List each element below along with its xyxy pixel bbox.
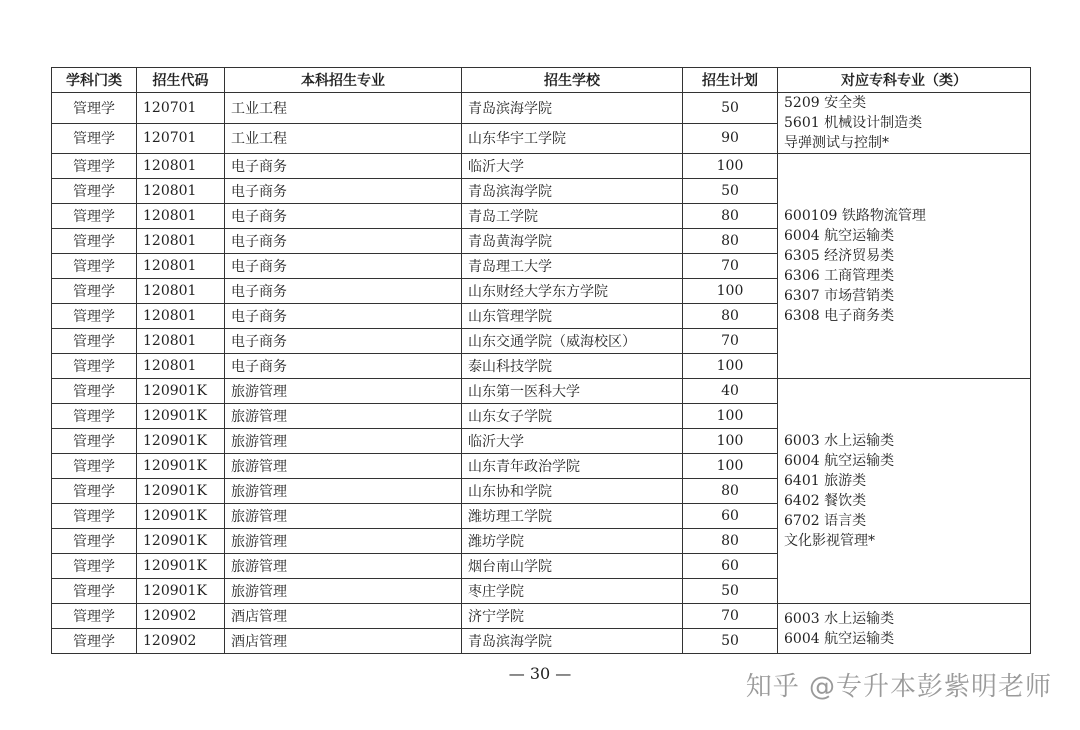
cell-code: 120901K <box>137 379 225 404</box>
cell-code: 120901K <box>137 404 225 429</box>
cell-category: 管理学 <box>52 579 137 604</box>
cell-category: 管理学 <box>52 93 137 124</box>
cell-code: 120901K <box>137 454 225 479</box>
admissions-table <box>51 67 1031 654</box>
cell-category: 管理学 <box>52 529 137 554</box>
equivalent-major-line: 导弹测试与控制* <box>784 135 889 151</box>
cell-plan: 100 <box>683 354 778 379</box>
cell-category: 管理学 <box>52 123 137 154</box>
cell-code: 120901K <box>137 429 225 454</box>
table-row <box>52 604 1031 629</box>
cell-plan: 100 <box>683 454 778 479</box>
cell-code: 120901K <box>137 579 225 604</box>
cell-plan: 50 <box>683 179 778 204</box>
cell-plan: 80 <box>683 204 778 229</box>
equivalent-major-line: 6003 水上运输类 <box>784 610 895 627</box>
cell-school: 青岛工学院 <box>462 204 683 229</box>
cell-category: 管理学 <box>52 279 137 304</box>
cell-school: 青岛滨海学院 <box>462 179 683 204</box>
equivalent-major-line: 5601 机械设计制造类 <box>784 115 923 131</box>
cell-code: 120801 <box>137 254 225 279</box>
header-major: 本科招生专业 <box>225 68 462 93</box>
table-row <box>52 379 1031 404</box>
cell-school: 山东财经大学东方学院 <box>462 279 683 304</box>
cell-major: 旅游管理 <box>225 404 462 429</box>
cell-category: 管理学 <box>52 204 137 229</box>
cell-plan: 50 <box>683 629 778 654</box>
cell-plan: 70 <box>683 329 778 354</box>
cell-major: 旅游管理 <box>225 579 462 604</box>
cell-code: 120901K <box>137 479 225 504</box>
equivalent-major-line: 600109 铁路物流管理 <box>784 208 926 224</box>
cell-plan: 100 <box>683 429 778 454</box>
header-equivalent: 对应专科专业（类） <box>778 68 1031 93</box>
cell-plan: 80 <box>683 479 778 504</box>
cell-major: 旅游管理 <box>225 554 462 579</box>
cell-major: 旅游管理 <box>225 379 462 404</box>
cell-code: 120801 <box>137 204 225 229</box>
cell-major: 工业工程 <box>225 93 462 124</box>
cell-category: 管理学 <box>52 404 137 429</box>
cell-major: 旅游管理 <box>225 454 462 479</box>
cell-equivalent-majors <box>778 154 1031 379</box>
cell-category: 管理学 <box>52 454 137 479</box>
cell-plan: 50 <box>683 93 778 124</box>
cell-school: 济宁学院 <box>462 604 683 629</box>
cell-code: 120901K <box>137 554 225 579</box>
cell-school: 山东交通学院（威海校区） <box>462 329 683 354</box>
table-row <box>52 154 1031 179</box>
cell-plan: 80 <box>683 229 778 254</box>
cell-major: 电子商务 <box>225 229 462 254</box>
cell-plan: 100 <box>683 404 778 429</box>
cell-category: 管理学 <box>52 229 137 254</box>
header-code: 招生代码 <box>137 68 225 93</box>
cell-code: 120801 <box>137 154 225 179</box>
cell-plan: 50 <box>683 579 778 604</box>
cell-major: 酒店管理 <box>225 629 462 654</box>
cell-major: 电子商务 <box>225 254 462 279</box>
cell-plan: 60 <box>683 504 778 529</box>
cell-major: 旅游管理 <box>225 504 462 529</box>
cell-equivalent-majors <box>778 604 1031 654</box>
cell-plan: 70 <box>683 604 778 629</box>
cell-school: 泰山科技学院 <box>462 354 683 379</box>
cell-code: 120901K <box>137 529 225 554</box>
page-number: — 30 — <box>508 664 572 683</box>
equivalent-major-line: 5209 安全类 <box>784 95 867 111</box>
cell-code: 120801 <box>137 329 225 354</box>
cell-category: 管理学 <box>52 329 137 354</box>
cell-plan: 70 <box>683 254 778 279</box>
cell-plan: 60 <box>683 554 778 579</box>
cell-code: 120801 <box>137 304 225 329</box>
cell-category: 管理学 <box>52 154 137 179</box>
cell-school: 潍坊学院 <box>462 529 683 554</box>
cell-code: 120902 <box>137 604 225 629</box>
cell-school: 山东第一医科大学 <box>462 379 683 404</box>
cell-school: 枣庄学院 <box>462 579 683 604</box>
cell-category: 管理学 <box>52 604 137 629</box>
table-row <box>52 93 1031 124</box>
cell-major: 电子商务 <box>225 354 462 379</box>
equivalent-major-line: 6306 工商管理类 <box>784 268 895 284</box>
cell-school: 临沂大学 <box>462 429 683 454</box>
cell-major: 电子商务 <box>225 204 462 229</box>
equivalent-major-line: 6401 旅游类 <box>784 473 867 489</box>
cell-major: 电子商务 <box>225 329 462 354</box>
cell-school: 青岛滨海学院 <box>462 629 683 654</box>
cell-school: 青岛黄海学院 <box>462 229 683 254</box>
cell-school: 青岛滨海学院 <box>462 93 683 124</box>
cell-major: 旅游管理 <box>225 529 462 554</box>
cell-major: 电子商务 <box>225 154 462 179</box>
cell-plan: 80 <box>683 304 778 329</box>
cell-major: 电子商务 <box>225 179 462 204</box>
watermark: 知乎 @专升本彭紫明老师 <box>745 672 1052 702</box>
equivalent-major-line: 6402 餐饮类 <box>784 493 867 509</box>
cell-plan: 100 <box>683 279 778 304</box>
cell-code: 120801 <box>137 229 225 254</box>
header-plan: 招生计划 <box>683 68 778 93</box>
cell-category: 管理学 <box>52 479 137 504</box>
cell-school: 青岛理工大学 <box>462 254 683 279</box>
equivalent-major-line: 6003 水上运输类 <box>784 433 895 449</box>
cell-code: 120901K <box>137 504 225 529</box>
cell-school: 烟台南山学院 <box>462 554 683 579</box>
cell-plan: 80 <box>683 529 778 554</box>
cell-school: 山东管理学院 <box>462 304 683 329</box>
cell-school: 山东女子学院 <box>462 404 683 429</box>
cell-school: 潍坊理工学院 <box>462 504 683 529</box>
cell-school: 山东华宇工学院 <box>462 123 683 154</box>
cell-plan: 90 <box>683 123 778 154</box>
equivalent-major-line: 6004 航空运输类 <box>784 630 895 647</box>
cell-major: 旅游管理 <box>225 479 462 504</box>
cell-category: 管理学 <box>52 554 137 579</box>
cell-school: 山东青年政治学院 <box>462 454 683 479</box>
equivalent-major-line: 6004 航空运输类 <box>784 453 895 469</box>
cell-plan: 100 <box>683 154 778 179</box>
header-school: 招生学校 <box>462 68 683 93</box>
header-category: 学科门类 <box>52 68 137 93</box>
cell-code: 120801 <box>137 354 225 379</box>
cell-category: 管理学 <box>52 429 137 454</box>
equivalent-major-line: 6004 航空运输类 <box>784 228 895 244</box>
cell-school: 山东协和学院 <box>462 479 683 504</box>
cell-major: 工业工程 <box>225 123 462 154</box>
cell-major: 电子商务 <box>225 304 462 329</box>
cell-category: 管理学 <box>52 629 137 654</box>
cell-code: 120701 <box>137 123 225 154</box>
cell-equivalent-majors <box>778 379 1031 604</box>
cell-category: 管理学 <box>52 379 137 404</box>
equivalent-major-line: 文化影视管理* <box>784 533 875 549</box>
equivalent-major-line: 6702 语言类 <box>784 513 867 529</box>
cell-major: 酒店管理 <box>225 604 462 629</box>
cell-school: 临沂大学 <box>462 154 683 179</box>
cell-category: 管理学 <box>52 304 137 329</box>
cell-plan: 40 <box>683 379 778 404</box>
cell-major: 旅游管理 <box>225 429 462 454</box>
cell-category: 管理学 <box>52 504 137 529</box>
cell-code: 120902 <box>137 629 225 654</box>
cell-category: 管理学 <box>52 354 137 379</box>
header-row <box>52 68 1031 93</box>
cell-major: 电子商务 <box>225 279 462 304</box>
cell-category: 管理学 <box>52 179 137 204</box>
cell-equivalent-majors <box>778 93 1031 154</box>
equivalent-major-line: 6307 市场营销类 <box>784 288 895 304</box>
cell-category: 管理学 <box>52 254 137 279</box>
cell-code: 120801 <box>137 279 225 304</box>
cell-code: 120801 <box>137 179 225 204</box>
equivalent-major-line: 6305 经济贸易类 <box>784 248 895 264</box>
equivalent-major-line: 6308 电子商务类 <box>784 308 895 324</box>
cell-code: 120701 <box>137 93 225 124</box>
